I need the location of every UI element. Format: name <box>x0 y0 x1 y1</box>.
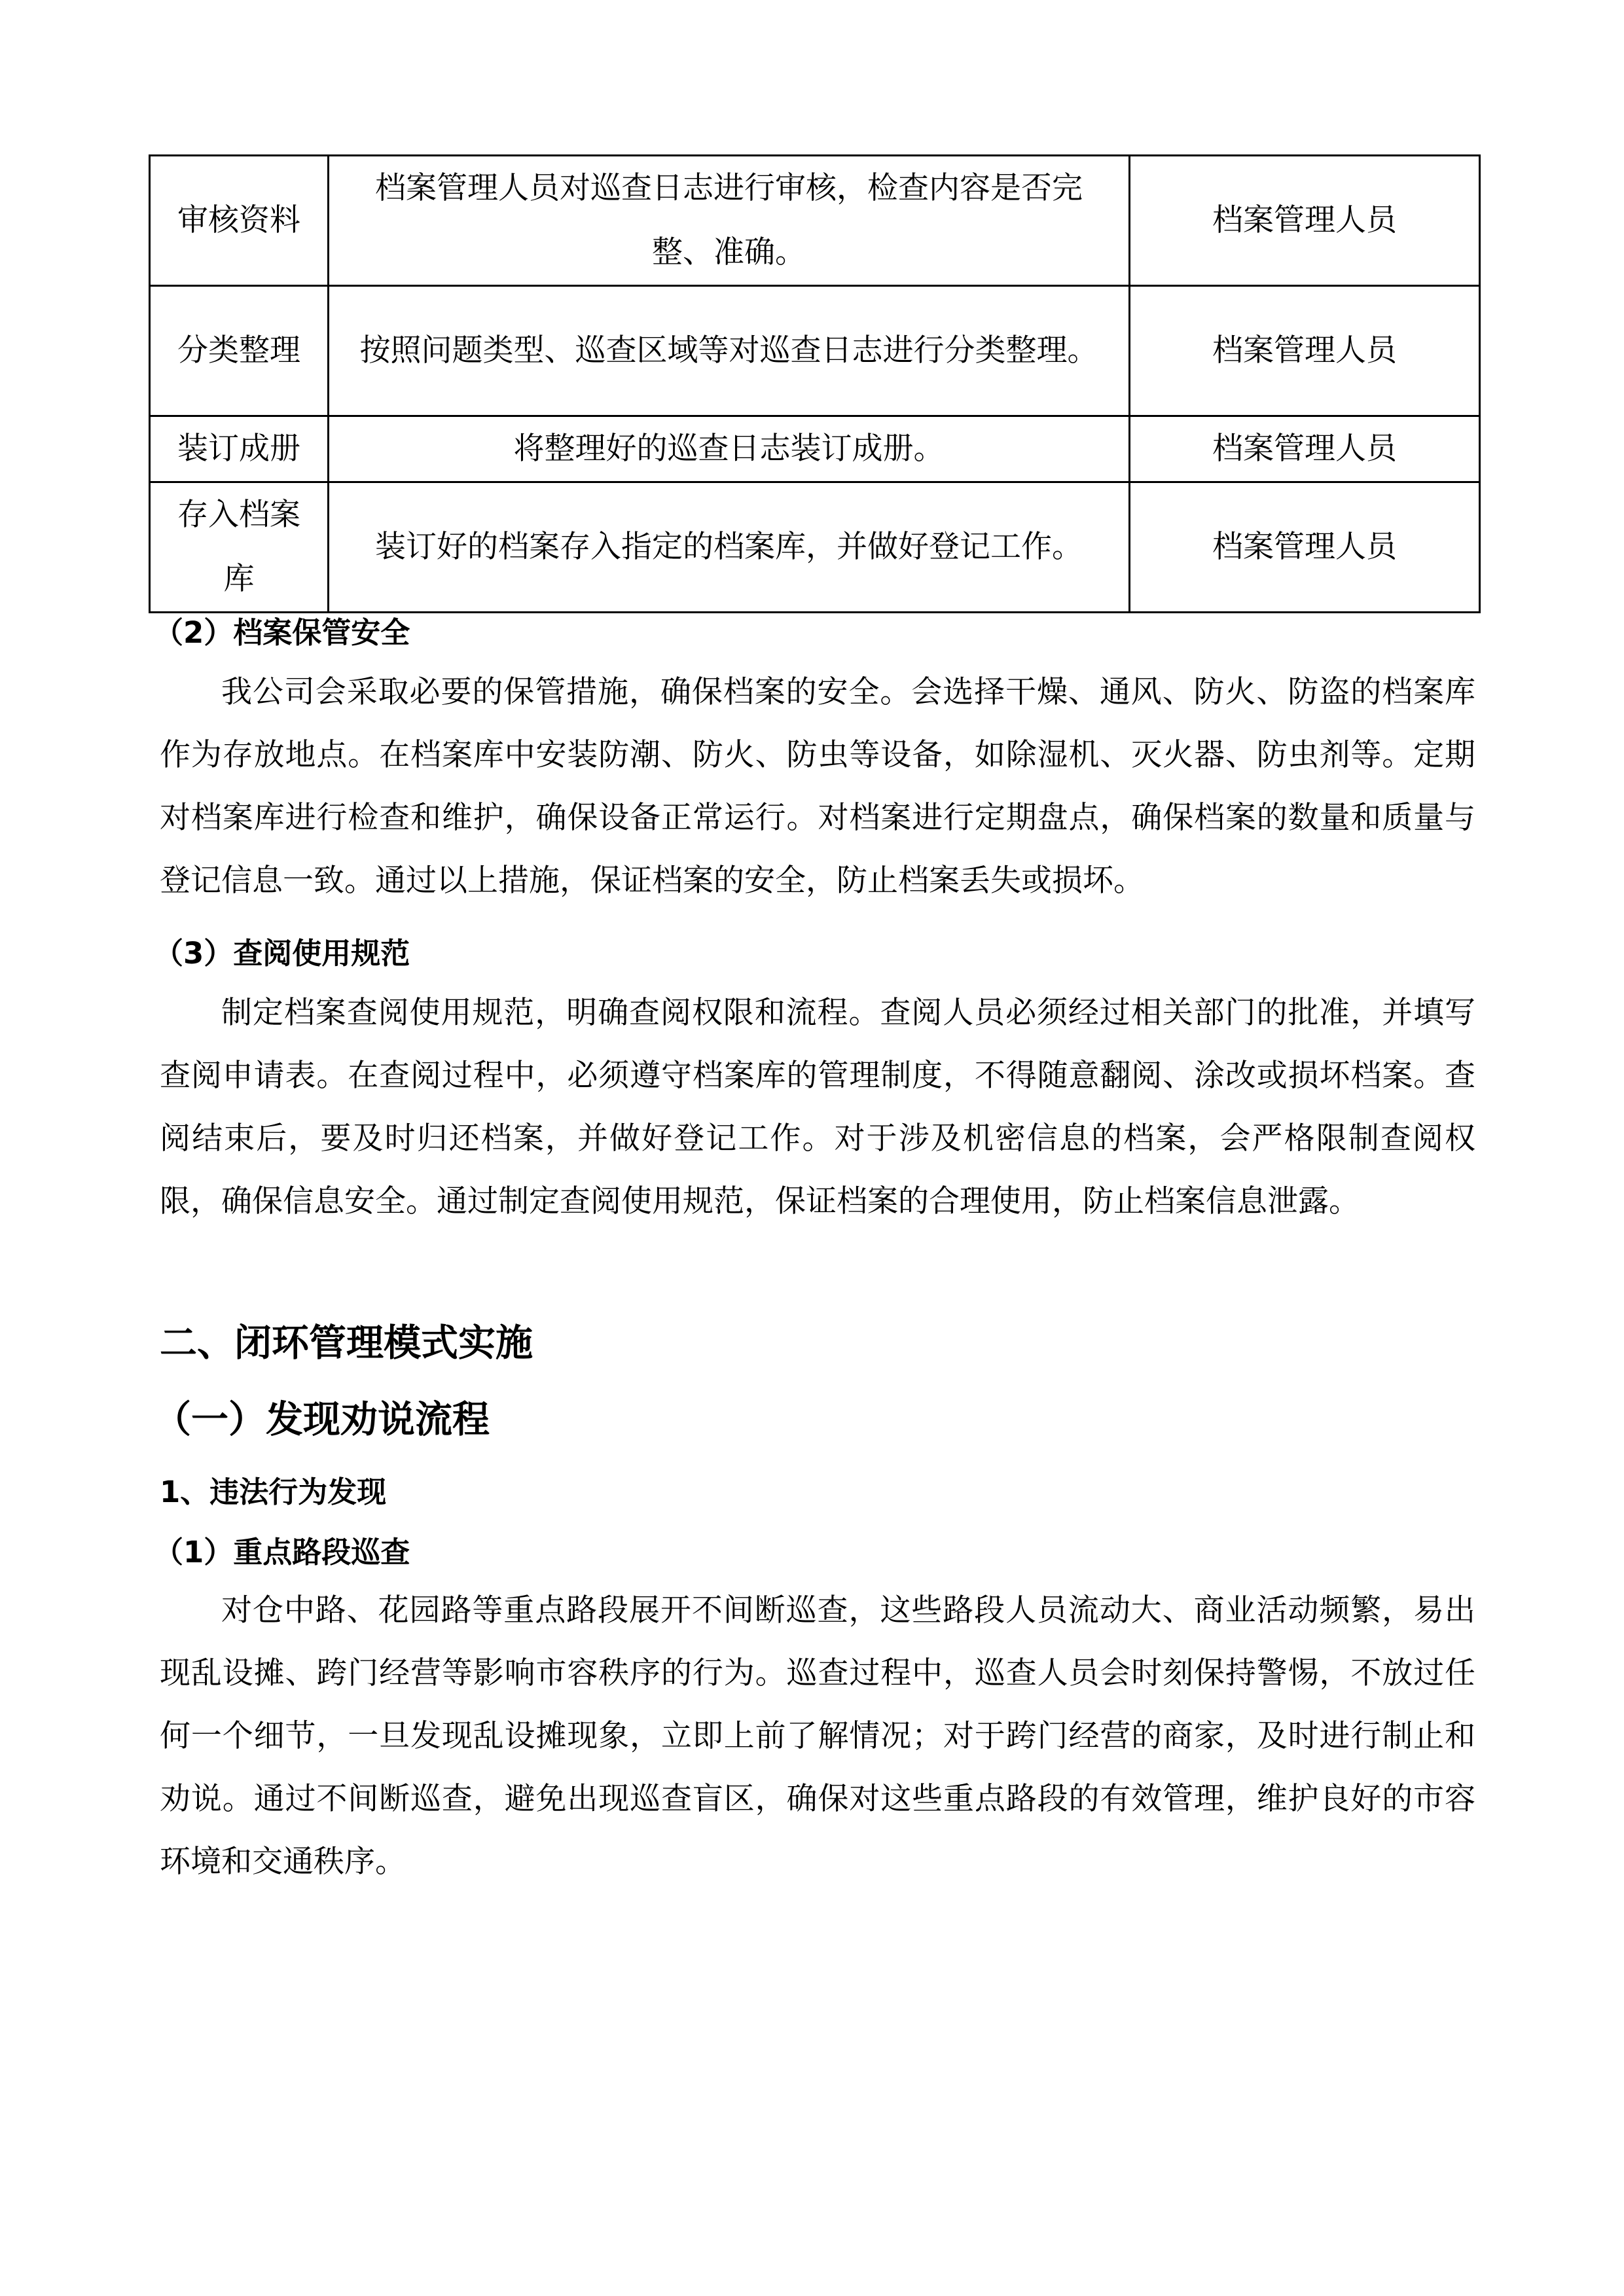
table-cell-description: 将整理好的巡查日志装订成册。 <box>329 416 1130 482</box>
section-heading-key-roads: （1）重点路段巡查 <box>154 1535 410 1570</box>
table-cell-description: 装订好的档案存入指定的档案库，并做好登记工作。 <box>329 482 1130 613</box>
paragraph-access-rules: 制定档案查阅使用规范，明确查阅权限和流程。查阅人员必须经过相关部门的批准，并填写查阅申请表。在查阅过程中，必须遵守档案库的管理制度，不得随意翻阅、涂改或损坏档案。查阅结束后，要及时归还档案，并做好登记工作。对于涉及机密信息的档案，会严格限制查阅权限，确保信息安全。通过制定查阅使用规范，保证档案的合理使用，防止档案信息泄露。 <box>160 995 1475 1219</box>
section-heading-access-rules: （3）查阅使用规范 <box>154 936 410 971</box>
table-cell-responsible: 档案管理人员 <box>1130 156 1480 286</box>
table-cell-step: 审核资料 <box>150 156 329 286</box>
table-cell-step: 存入档案库 <box>150 482 329 613</box>
table-cell-step: 装订成册 <box>150 416 329 482</box>
subsection-heading: 1、违法行为发现 <box>160 1475 387 1509</box>
section-heading: （一）发现劝说流程 <box>154 1398 490 1441</box>
table-row <box>150 286 1480 416</box>
paragraph-key-roads: 对仓中路、花园路等重点路段展开不间断巡查，这些路段人员流动大、商业活动频繁，易出现乱设摊、跨门经营等影响市容秩序的行为。巡查过程中，巡查人员会时刻保持警惕，不放过任何一个细节，一旦发现乱设摊现象，立即上前了解情况；对于跨门经营的商家，及时进行制止和劝说。通过不间断巡查，避免出现巡查盲区，确保对这些重点路段的有效管理，维护良好的市容环境和交通秩序。 <box>160 1592 1475 1880</box>
archive-process-table <box>149 154 1481 613</box>
paragraph-archive-safety: 我公司会采取必要的保管措施，确保档案的安全。会选择干燥、通风、防火、防盗的档案库作为存放地点。在档案库中安装防潮、防火、防虫等设备，如除湿机、灭火器、防虫剂等。定期对档案库进行检查和维护，确保设备正常运行。对档案进行定期盘点，确保档案的数量和质量与登记信息一致。通过以上措施，保证档案的安全，防止档案丢失或损坏。 <box>160 674 1475 899</box>
table-row <box>150 416 1480 482</box>
table-cell-responsible: 档案管理人员 <box>1130 482 1480 613</box>
table-cell-step: 分类整理 <box>150 286 329 416</box>
table-cell-description: 按照问题类型、巡查区域等对巡查日志进行分类整理。 <box>329 286 1130 416</box>
table-cell-responsible: 档案管理人员 <box>1130 286 1480 416</box>
table-row <box>150 482 1480 613</box>
chapter-heading: 二、闭环管理模式实施 <box>160 1321 533 1365</box>
table-row <box>150 156 1480 286</box>
table-cell-responsible: 档案管理人员 <box>1130 416 1480 482</box>
table-cell-description: 档案管理人员对巡查日志进行审核，检查内容是否完整、准确。 <box>329 156 1130 286</box>
section-heading-archive-safety: （2）档案保管安全 <box>154 615 410 650</box>
